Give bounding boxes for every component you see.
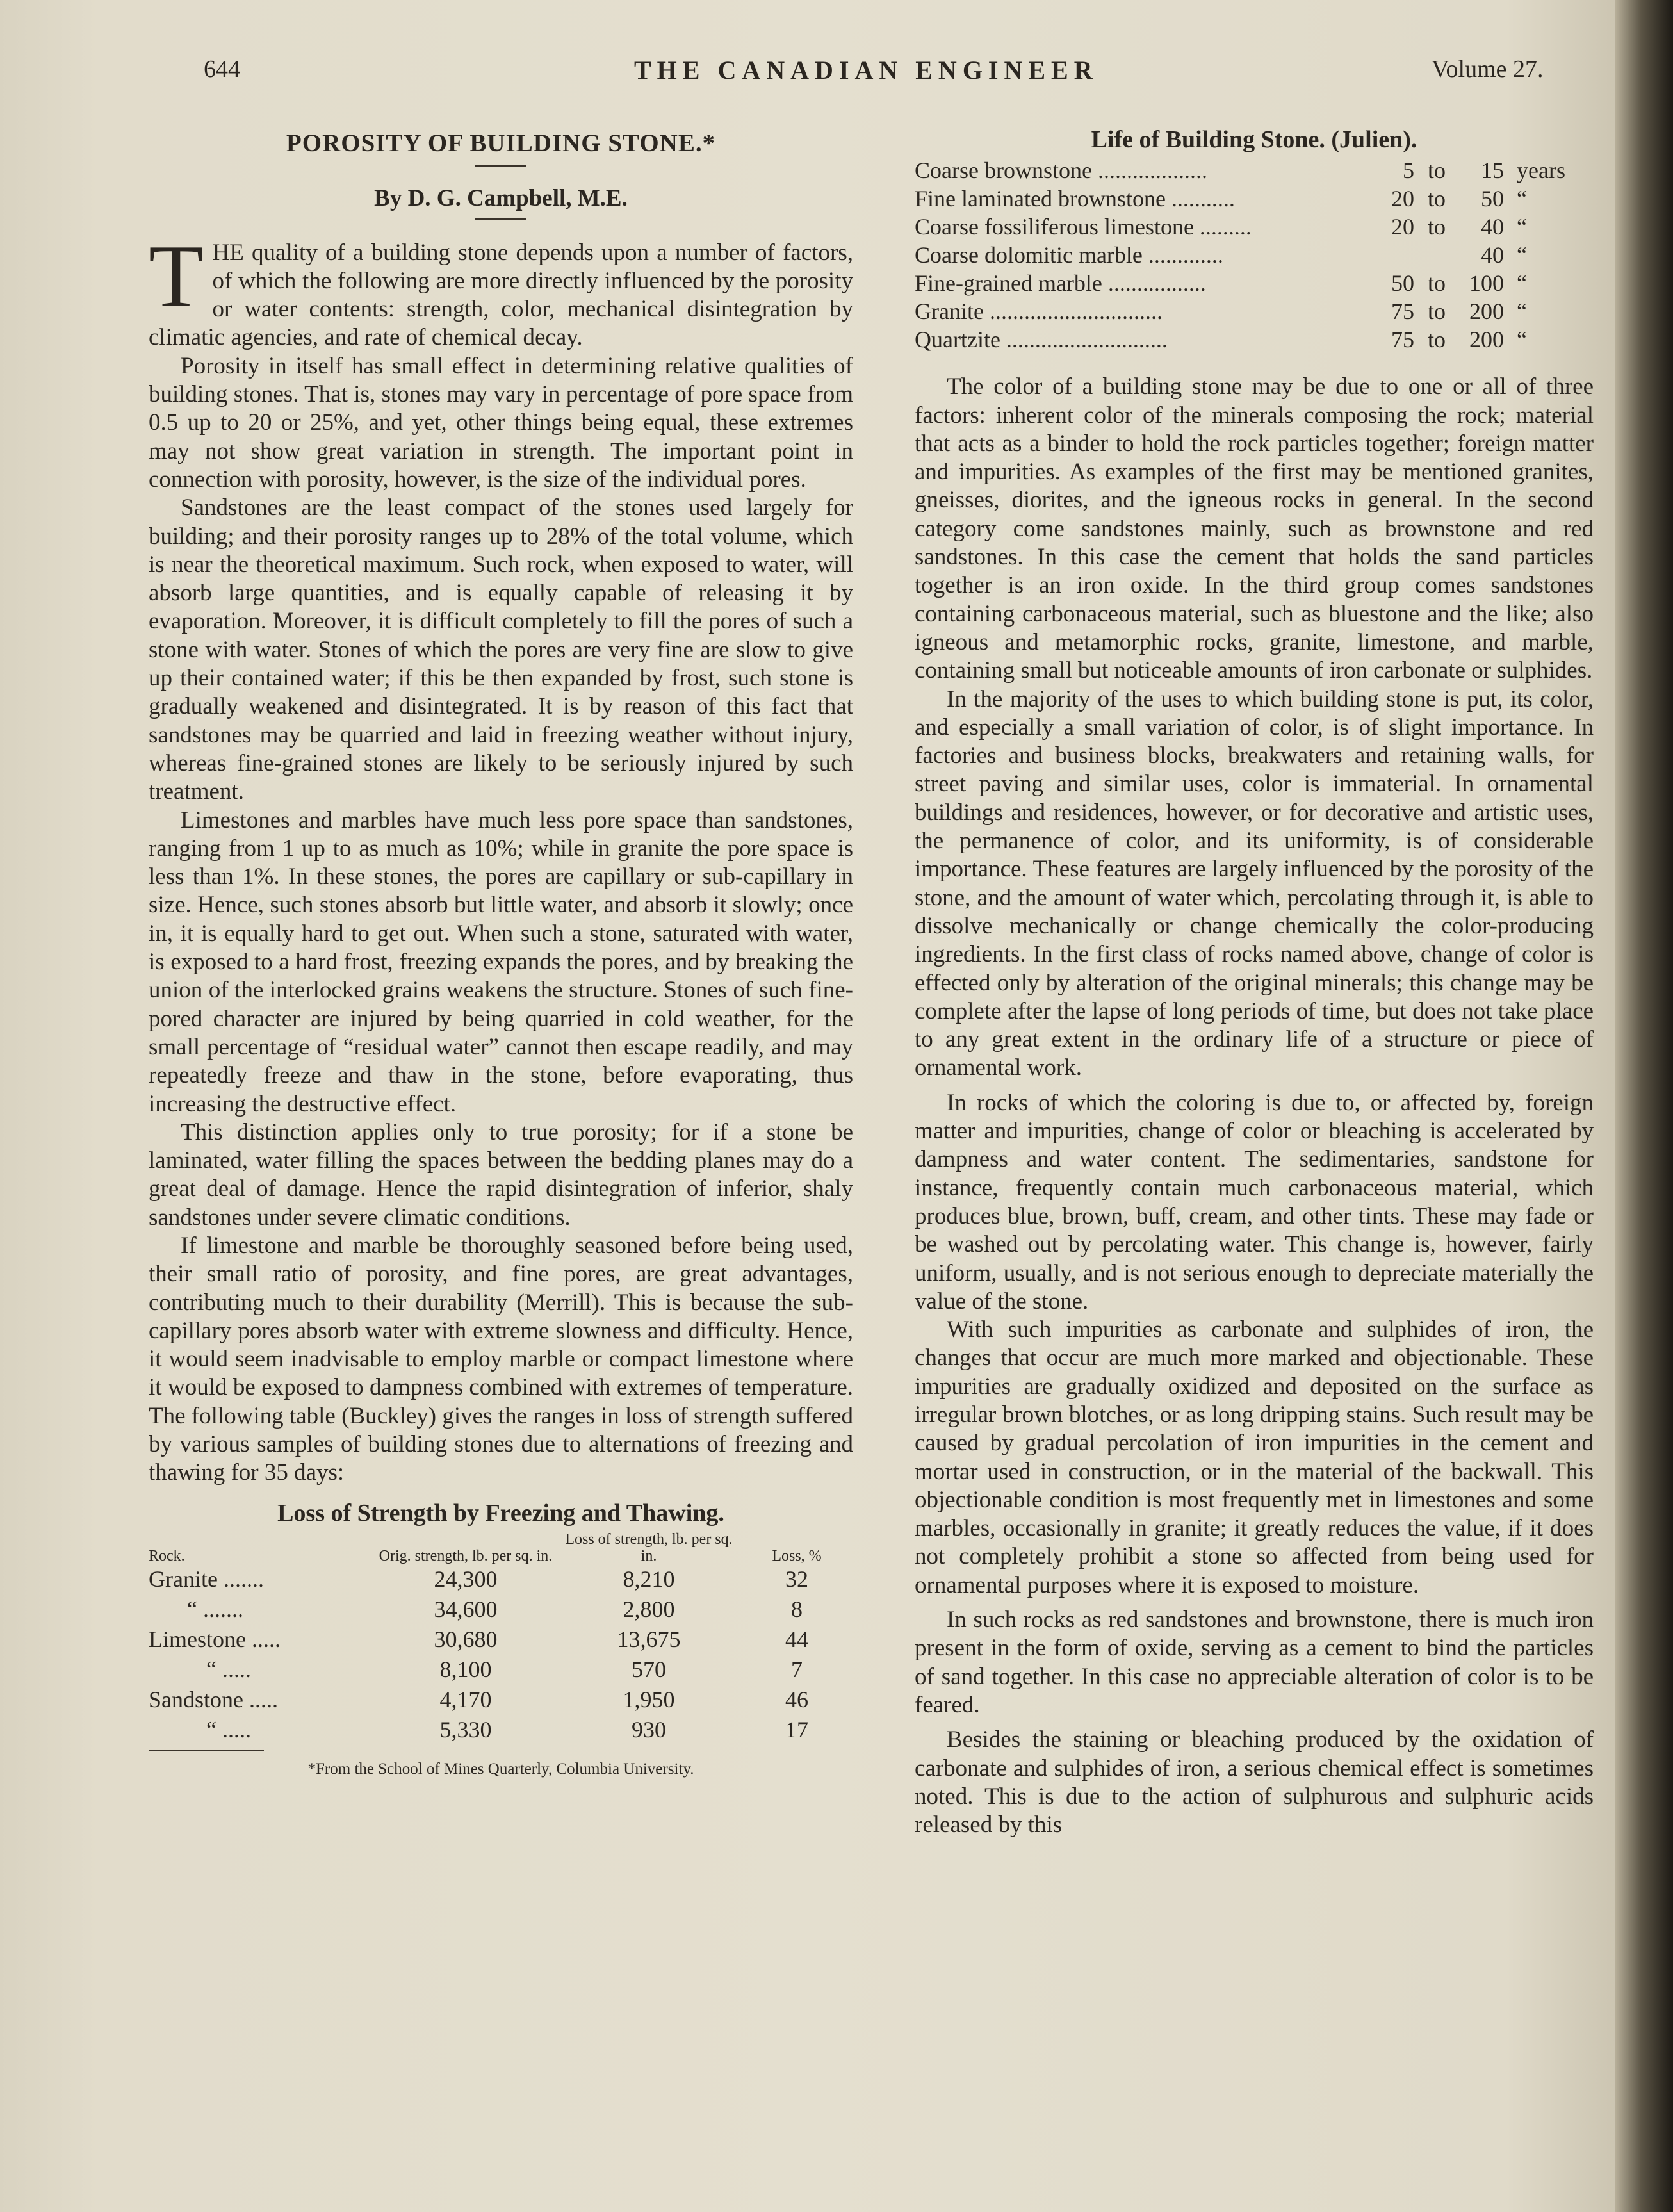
life-max: 40	[1481, 214, 1504, 240]
range-word: to	[1427, 186, 1446, 212]
stone-name: Fine laminated brownstone ...........	[915, 186, 1235, 212]
table-row	[149, 1564, 853, 1594]
stone-name: Coarse dolomitic marble .............	[915, 242, 1223, 268]
table-cell: 8,210	[623, 1566, 675, 1593]
paragraph: The color of a building stone may be due to one or all of three factors: inherent color of the minerals composing the rock; material that acts as a binder to hold the rock particles together; foreign matter and impurities. As examples of the first may be mentioned granites, gneisses, diorites, and the igneous rocks in general. In the second category come sandstones mainly, such as brownstone and red sandstones. In this case the cement that holds the sand particles together is an iron oxide. In the third group comes sandstones containing carbonaceous material, such as bluestone and the like; also igneous and metamorphic rocks, granite, limestone, and marble, containing small but noticeable amounts of iron carbonate or sulphides.	[915, 373, 1594, 684]
table-row	[149, 1655, 853, 1685]
table-cell: 34,600	[434, 1596, 498, 1623]
range-word	[1414, 241, 1459, 269]
table-cell: 46	[785, 1687, 808, 1713]
table-row	[915, 184, 1594, 213]
table-cell: 570	[632, 1657, 666, 1683]
stone-name: Fine-grained marble .................	[915, 270, 1206, 297]
life-unit: “	[1517, 186, 1527, 212]
table-cell: 8,100	[439, 1657, 492, 1683]
stone-name: Quartzite ............................	[915, 327, 1168, 353]
range-word: to	[1427, 158, 1446, 184]
range-word: to	[1427, 214, 1446, 240]
life-min: 75	[1391, 299, 1414, 325]
table-cell: 2,800	[623, 1596, 675, 1623]
table-cell: Sandstone .....	[149, 1687, 278, 1713]
paragraph: In such rocks as red sandstones and brownstone, there is much iron present in the form of oxide, serving as a cement to bind the particles of sand together. In this case no appreciable alteration of color is to be feared.	[915, 1607, 1594, 1718]
column-header: Orig. strength, lb. per sq. in.	[379, 1547, 553, 1564]
life-min: 5	[1403, 158, 1414, 184]
table-cell: “ .....	[206, 1717, 251, 1743]
right-body	[915, 373, 1594, 1839]
article-title: POROSITY OF BUILDING STONE.*	[286, 129, 716, 157]
table-cell: 7	[791, 1657, 803, 1683]
life-min: 75	[1391, 327, 1414, 353]
table-cell: “ .......	[187, 1596, 243, 1623]
table-cell: 32	[785, 1566, 808, 1593]
life-min: 20	[1391, 214, 1414, 240]
right-column	[915, 126, 1594, 1839]
table-cell: 17	[785, 1717, 808, 1743]
volume-label: Volume 27.	[1432, 56, 1544, 83]
table-cell: 5,330	[439, 1717, 492, 1743]
table-row	[915, 269, 1594, 297]
life-table	[915, 156, 1594, 354]
life-unit: “	[1517, 242, 1527, 268]
paragraph: With such impurities as carbonate and sulphides of iron, the changes that occur are much more marked and objectionable. These impurities are gradually oxidized and deposited on the surface as irregular brown blotches, or as long dripping stains. Such result may be caused by gradual percolation of iron impurities in the cement and mortar used in construction, or in the material of the backwall. This objectionable condition is most frequently met in limestones and some marbles, occasionally in granite; it greatly reduces the value, if it does not completely prohibit a stone so affected from being used for ornamental purposes where it is exposed to moisture.	[915, 1316, 1594, 1598]
article-byline: By D. G. Campbell, M.E.	[374, 185, 628, 212]
paragraph: This distinction applies only to true porosity; for if a stone be laminated, water filling the spaces between the bedding planes may do a great deal of damage. Hence the rapid disintegration of inferior, shaly sandstones under severe climatic conditions.	[149, 1118, 853, 1231]
paragraph-text: HE quality of a building stone depends upon a number of factors, of which the following are more directly influenced by the porosity or water contents: strength, color, mechanical disintegration by climatic agencies, and rate of chemical decay.	[149, 239, 853, 351]
paragraph: In rocks of which the coloring is due to, or affected by, foreign matter and impurities, change of color or bleaching is accelerated by dampness and water content. The sedimentaries, sandstone for instance, frequently contain much carbonaceous material, which produces blue, brown, buff, cream, and other tints. These may fade or be washed out by percolating water. This change is, however, fairly uniform, usually, and is not serious enough to depreciate materially the value of the stone.	[915, 1089, 1594, 1315]
table-row	[915, 156, 1594, 184]
table-header-row	[149, 1531, 853, 1564]
table-row	[915, 213, 1594, 241]
divider	[475, 165, 526, 167]
life-unit: “	[1517, 270, 1527, 297]
column-header: Loss of strength, lb. per sq. in.	[565, 1530, 733, 1564]
table-cell: 4,170	[439, 1687, 492, 1713]
table-row	[915, 241, 1594, 269]
table-row	[915, 325, 1594, 354]
life-unit: “	[1517, 299, 1527, 325]
stone-name: Granite ..............................	[915, 299, 1163, 325]
table-cell: Granite .......	[149, 1566, 264, 1593]
life-max: 100	[1469, 270, 1504, 297]
paragraph: In the majority of the uses to which building stone is put, its color, and especially a small variation of color, is of slight importance. In factories and business blocks, breakwaters and retaining walls, for street paving and similar uses, color is immaterial. In ornamental buildings and residences, however, or for decorative and artistic uses, the permanence of color, and its uniformity, is of considerable importance. These features are largely influenced by the porosity of the stone, and the amount of water which, percolating through it, is able to dissolve mechanically or change chemically the color-producing ingredients. In the first class of rocks named above, change of color is effected only by alteration of the original minerals; this change may be complete after the lapse of long periods of time, but does not take place to any great extent in the ordinary life of a structure or piece of ornamental work.	[915, 685, 1594, 1081]
paragraph: Besides the staining or bleaching produced by the oxidation of carbonate and sulphides of iron, a serious chemical effect is sometimes noted. This is due to the action of sulphurous and sulphuric acids released by this	[915, 1726, 1594, 1839]
stone-name: Coarse brownstone ...................	[915, 158, 1207, 184]
table-row	[149, 1625, 853, 1655]
range-word: to	[1427, 299, 1446, 325]
life-min	[1363, 241, 1414, 269]
column-header: Loss, %	[772, 1547, 822, 1564]
footnote: *From the School of Mines Quarterly, Columbia University.	[307, 1760, 694, 1778]
paragraph: Sandstones are the least compact of the stones used largely for building; and their porosity ranges up to 28% of the total volume, which is near the theoretical maximum. Such rock, when exposed to water, will absorb large quantities, and is equally capable of releasing it by evaporation. Moreover, it is difficult completely to fill the pores of such a stone with water. Stones of which the pores are very fine are slow to give up their contained water; if this be then expanded by frost, such stone is gradually weakened and disintegrated. It is by reason of this fact that sandstones may be quarried and laid in freezing weather without injury, whereas fine-grained stones are likely to be seriously injured by such treatment.	[149, 495, 853, 805]
column-header: Rock.	[149, 1547, 185, 1564]
table-cell: 44	[785, 1626, 808, 1653]
table-cell: 13,675	[617, 1626, 681, 1653]
paragraph	[149, 226, 853, 352]
range-word: to	[1427, 327, 1446, 353]
table-cell: “ .....	[206, 1657, 251, 1683]
paragraph: Porosity in itself has small effect in determining relative qualities of building stones. That is, stones may vary in percentage of pore space from 0.5 up to 20 or 25%, and yet, other things being equal, these extremes may not show great variation in strength. The important point in connection with porosity, however, is the size of the individual pores.	[149, 352, 853, 493]
divider	[475, 218, 526, 220]
life-min: 50	[1391, 270, 1414, 297]
paragraph: If limestone and marble be thoroughly seasoned before being used, their small ratio of porosity, and fine pores, are great advantages, contributing much to their durability (Merrill). This is because the sub-capillary pores absorb water with extreme slowness and difficulty. Hence, it would seem inadvisable to employ marble or compact limestone where it would be exposed to dampness combined with extremes of temperature. The following table (Buckley) gives the ranges in loss of strength suffered by various samples of building stones due to alternations of freezing and thawing for 35 days:	[149, 1232, 853, 1486]
drop-cap: T	[149, 226, 204, 326]
table-row	[149, 1594, 853, 1625]
book-binding-edge	[1615, 0, 1673, 2212]
life-unit: years	[1517, 158, 1565, 184]
footnote-rule	[149, 1750, 264, 1751]
life-max: 200	[1469, 327, 1504, 353]
life-max: 40	[1481, 242, 1504, 268]
table-row	[149, 1715, 853, 1745]
table-cell: Limestone .....	[149, 1626, 281, 1653]
table-cell: 1,950	[623, 1687, 675, 1713]
left-column	[149, 126, 853, 1783]
life-max: 50	[1481, 186, 1504, 212]
life-table-title: Life of Building Stone. (Julien).	[1091, 126, 1417, 153]
table-cell: 30,680	[434, 1626, 498, 1653]
life-min: 20	[1391, 186, 1414, 212]
life-max: 15	[1481, 158, 1504, 184]
range-word: to	[1427, 270, 1446, 297]
life-unit: “	[1517, 214, 1527, 240]
table-cell: 8	[791, 1596, 803, 1623]
page-number: 644	[204, 56, 240, 83]
life-max: 200	[1469, 299, 1504, 325]
table-row	[149, 1685, 853, 1715]
table-cell: 24,300	[434, 1566, 498, 1593]
paragraph: Limestones and marbles have much less pore space than sandstones, ranging from 1 up to as much as 10%; while in granite the pore space is less than 1%. In these stones, the pores are capillary or sub-capillary in size. Hence, such stones absorb but little water, and absorb it slowly; once in, it is equally hard to get out. When such a stone, saturated with water, is exposed to a hard frost, freezing expands the pores, and by breaking the union of the interlocked grains weakens the structure. Stones of such fine-pored character are injured by being quarried in cold weather, for the small percentage of “residual water” cannot then escape readily, and may repeatedly freeze and thaw in the stone, before evaporating, thus increasing the destructive effect.	[149, 807, 853, 1117]
loss-table	[149, 1531, 853, 1745]
life-unit: “	[1517, 327, 1527, 353]
loss-table-title: Loss of Strength by Freezing and Thawing.	[277, 1499, 724, 1527]
table-row	[915, 297, 1594, 325]
journal-title: THE CANADIAN ENGINEER	[634, 56, 1098, 85]
stone-name: Coarse fossiliferous limestone .........	[915, 214, 1252, 240]
table-cell: 930	[632, 1717, 666, 1743]
running-header	[0, 55, 1636, 94]
